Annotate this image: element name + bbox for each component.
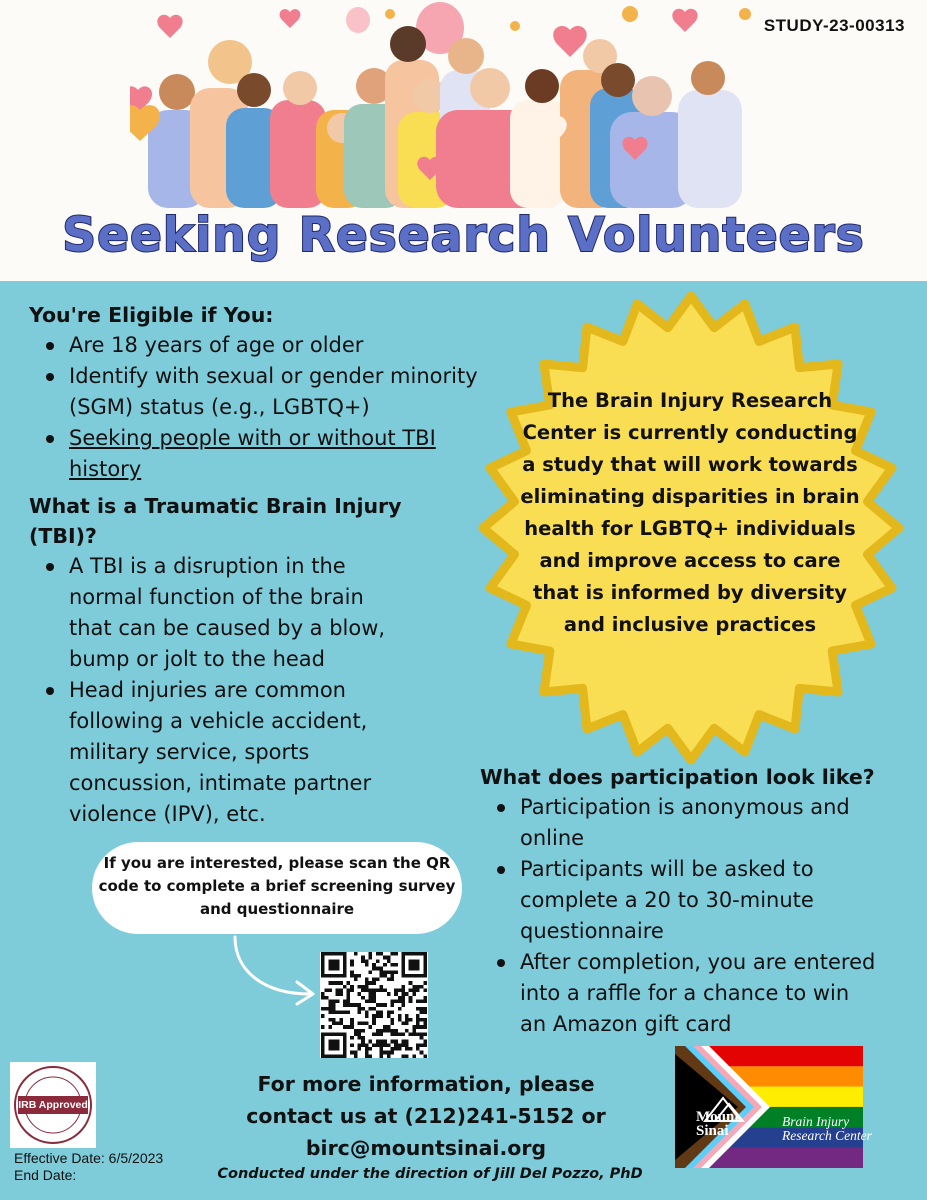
crowd-illustration bbox=[130, 0, 770, 208]
contact-info bbox=[240, 1068, 612, 1164]
eligibility-list bbox=[29, 330, 479, 485]
list-item: Participation is anonymous and online bbox=[480, 792, 880, 854]
study-description: The Brain Injury Research Center is currently conducting a study that will work towards eliminating disparities in brain health for LGBTQ+ individuals and improve access to care that is informed by diversity and inclusive practices bbox=[520, 389, 860, 636]
arrow-icon bbox=[225, 932, 325, 1012]
list-item: Seeking people with or without TBI history bbox=[29, 423, 479, 485]
birc-logo-text bbox=[782, 1115, 872, 1143]
logo-line: Brain Injury bbox=[782, 1114, 850, 1129]
list-item: Head injuries are common following a vehicle accident, military service, sports concussion, intimate partner violence (IPV), etc. bbox=[29, 675, 389, 830]
right-column bbox=[480, 762, 910, 1040]
participation-list bbox=[480, 792, 880, 1040]
list-item: Identify with sexual or gender minority (SGM) status (e.g., LGBTQ+) bbox=[29, 361, 479, 423]
qr-prompt-bubble: If you are interested, please scan the QR code to complete a brief screening survey and questionnaire bbox=[92, 842, 462, 934]
list-item: After completion, you are entered into a raffle for a chance to win an Amazon gift card bbox=[480, 947, 880, 1040]
irb-seal bbox=[10, 1062, 96, 1148]
irb-label: IRB Approved bbox=[18, 1099, 88, 1111]
participation-heading: What does participation look like? bbox=[480, 765, 875, 789]
list-item: Are 18 years of age or older bbox=[29, 330, 479, 361]
tbi-list bbox=[29, 551, 389, 830]
study-id: STUDY-23-00313 bbox=[763, 16, 905, 35]
list-item: Participants will be asked to complete a 20 to 30-minute questionnaire bbox=[480, 854, 880, 947]
director-credit: Conducted under the direction of Jill Del Pozzo, PhD bbox=[217, 1166, 643, 1182]
qr-code-icon[interactable] bbox=[320, 952, 428, 1058]
irb-dates bbox=[14, 1150, 163, 1184]
logo-line: Mount bbox=[696, 1109, 740, 1125]
logo-line: Sinai bbox=[696, 1123, 729, 1139]
logo-line: Research Center bbox=[782, 1128, 872, 1143]
left-column bbox=[29, 300, 479, 830]
tbi-heading: What is a Traumatic Brain Injury (TBI)? bbox=[29, 494, 402, 548]
progress-pride-logo bbox=[675, 1046, 863, 1168]
effective-date: Effective Date: 6/5/2023 bbox=[14, 1150, 164, 1166]
page-title: Seeking Research Volunteers bbox=[62, 208, 865, 263]
contact-line: For more information, please bbox=[257, 1072, 595, 1096]
list-item: A TBI is a disruption in the normal function of the brain that can be caused by a blow, bump or jolt to the head bbox=[29, 551, 389, 675]
end-date: End Date: bbox=[14, 1167, 77, 1183]
eligibility-heading: You're Eligible if You: bbox=[29, 303, 274, 327]
contact-line: contact us at (212)241-5152 or bbox=[246, 1104, 606, 1128]
contact-email[interactable]: birc@mountsinai.org bbox=[305, 1136, 547, 1160]
header-area bbox=[0, 0, 927, 281]
mount-sinai-logo-text bbox=[696, 1110, 739, 1138]
